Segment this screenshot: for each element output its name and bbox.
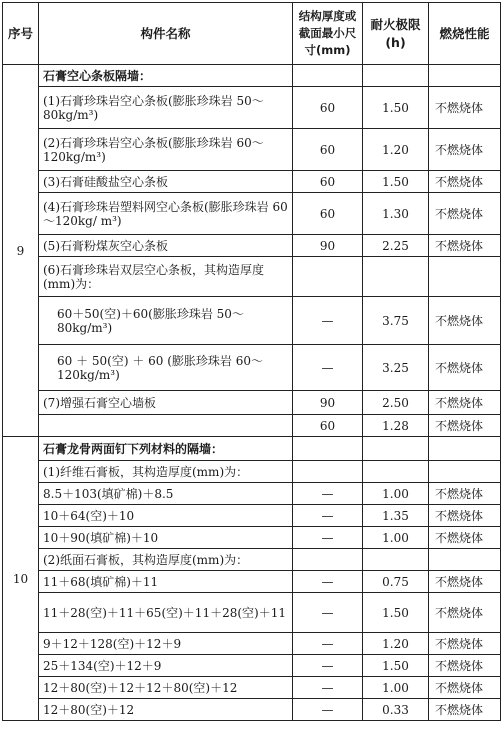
fire-limit-value: 2.25	[363, 235, 429, 257]
combustion-value: 不燃烧体	[429, 571, 501, 593]
combustion-value	[429, 257, 501, 297]
component-name: 9＋12＋128(空)＋12＋9	[39, 633, 293, 655]
thickness-value: —	[293, 677, 363, 699]
thickness-value: —	[293, 345, 363, 391]
header-fire-limit: 耐火极限(h)	[363, 3, 429, 65]
thickness-value: 60	[293, 171, 363, 193]
thickness-value	[293, 549, 363, 571]
combustion-value: 不燃烧体	[429, 527, 501, 549]
fire-limit-value: 1.50	[363, 171, 429, 193]
table-row	[3, 235, 501, 257]
group-9	[3, 65, 501, 437]
table-row	[3, 193, 501, 235]
thickness-value: —	[293, 699, 363, 721]
fire-limit-value	[363, 257, 429, 297]
table-row	[3, 87, 501, 129]
group-9-title: 石膏空心条板隔墙：	[39, 65, 293, 87]
table-row	[3, 345, 501, 391]
fire-limit-value	[363, 549, 429, 571]
table-row	[3, 571, 501, 593]
fire-limit-value: 1.30	[363, 193, 429, 235]
combustion-value: 不燃烧体	[429, 345, 501, 391]
fire-resistance-table	[2, 2, 501, 721]
table-row	[3, 171, 501, 193]
component-name: (7)增强石膏空心墙板	[39, 391, 293, 415]
table-row	[3, 461, 501, 483]
thickness-value: 60	[293, 193, 363, 235]
component-name: 11＋68(填矿棉)＋11	[39, 571, 293, 593]
fire-limit-value: 1.35	[363, 505, 429, 527]
combustion-value: 不燃烧体	[429, 87, 501, 129]
group-9-seq: 9	[3, 65, 39, 437]
fire-limit-value: 0.75	[363, 571, 429, 593]
thickness-value: —	[293, 593, 363, 633]
component-name: (2)石膏珍珠岩空心条板(膨胀珍珠岩 60～120kg/m³)	[39, 129, 293, 171]
combustion-value: 不燃烧体	[429, 699, 501, 721]
combustion-value: 不燃烧体	[429, 505, 501, 527]
component-name: 11＋28(空)＋11＋65(空)＋11＋28(空)＋11	[39, 593, 293, 633]
thickness-value: 60	[293, 87, 363, 129]
thickness-value: —	[293, 571, 363, 593]
fire-limit-value: 1.00	[363, 483, 429, 505]
table-row	[3, 549, 501, 571]
table-row	[3, 655, 501, 677]
component-name: 12＋80(空)＋12	[39, 699, 293, 721]
thickness-value: —	[293, 297, 363, 345]
component-name: (1)石膏珍珠岩空心条板(膨胀珍珠岩 50～80kg/m³)	[39, 87, 293, 129]
component-name: (6)石膏珍珠岩双层空心条板，其构造厚度(mm)为：	[39, 257, 293, 297]
thickness-value: —	[293, 505, 363, 527]
thickness-value	[293, 257, 363, 297]
component-name: (1)纤维石膏板，其构造厚度(mm)为：	[39, 461, 293, 483]
fire-limit-value: 1.28	[363, 415, 429, 437]
table-row	[3, 297, 501, 345]
component-name: (4)石膏珍珠岩塑料网空心条板(膨胀珍珠岩 60～120kg/ m³)	[39, 193, 293, 235]
component-name: 10＋90(填矿棉)＋10	[39, 527, 293, 549]
table-row	[3, 483, 501, 505]
thickness-value	[293, 461, 363, 483]
component-name: (3)石膏硅酸盐空心条板	[39, 171, 293, 193]
combustion-value: 不燃烧体	[429, 677, 501, 699]
component-name	[39, 415, 293, 437]
table-row	[3, 593, 501, 633]
group-10-seq: 10	[3, 437, 39, 721]
fire-limit-value: 1.00	[363, 677, 429, 699]
combustion-value: 不燃烧体	[429, 593, 501, 633]
component-name: 60＋50(空)＋60(膨胀珍珠岩 50～80kg/m³)	[39, 297, 293, 345]
table-row	[3, 527, 501, 549]
table-row	[3, 257, 501, 297]
combustion-value: 不燃烧体	[429, 235, 501, 257]
thickness-value: 90	[293, 391, 363, 415]
fire-limit-value: 1.50	[363, 593, 429, 633]
combustion-value: 不燃烧体	[429, 415, 501, 437]
thickness-value: 90	[293, 235, 363, 257]
header-combustion: 燃烧性能	[429, 3, 501, 65]
fire-limit-value: 1.20	[363, 129, 429, 171]
group-10-title: 石膏龙骨两面钉下列材料的隔墙：	[39, 437, 293, 461]
table-row	[3, 633, 501, 655]
component-name: (2)纸面石膏板，其构造厚度(mm)为：	[39, 549, 293, 571]
fire-limit-value	[363, 461, 429, 483]
combustion-value: 不燃烧体	[429, 633, 501, 655]
combustion-value: 不燃烧体	[429, 483, 501, 505]
combustion-value: 不燃烧体	[429, 391, 501, 415]
header-seq: 序号	[3, 3, 39, 65]
header-row	[3, 3, 501, 65]
component-name: 12＋80(空)＋12＋12＋80(空)＋12	[39, 677, 293, 699]
thickness-value: —	[293, 527, 363, 549]
fire-limit-value: 1.00	[363, 527, 429, 549]
component-name: 10＋64(空)＋10	[39, 505, 293, 527]
table-row	[3, 391, 501, 415]
component-name: 25＋134(空)＋12＋9	[39, 655, 293, 677]
fire-limit-value: 1.50	[363, 655, 429, 677]
table-row	[3, 129, 501, 171]
header-name: 构件名称	[39, 3, 293, 65]
combustion-value: 不燃烧体	[429, 193, 501, 235]
thickness-value: —	[293, 655, 363, 677]
combustion-value	[429, 461, 501, 483]
thickness-value: —	[293, 483, 363, 505]
table-row	[3, 677, 501, 699]
table-row	[3, 505, 501, 527]
thickness-value: 60	[293, 129, 363, 171]
fire-limit-value: 1.20	[363, 633, 429, 655]
component-name: 8.5＋103(填矿棉)＋8.5	[39, 483, 293, 505]
thickness-value: 60	[293, 415, 363, 437]
combustion-value: 不燃烧体	[429, 129, 501, 171]
fire-limit-value: 2.50	[363, 391, 429, 415]
table-row	[3, 699, 501, 721]
thickness-value: —	[293, 633, 363, 655]
combustion-value: 不燃烧体	[429, 297, 501, 345]
header-thickness: 结构厚度或截面最小尺寸(mm)	[293, 3, 363, 65]
fire-limit-value: 3.75	[363, 297, 429, 345]
combustion-value: 不燃烧体	[429, 655, 501, 677]
fire-limit-value: 3.25	[363, 345, 429, 391]
combustion-value: 不燃烧体	[429, 171, 501, 193]
fire-limit-value: 1.50	[363, 87, 429, 129]
component-name: 60 ＋ 50(空) ＋ 60 (膨胀珍珠岩 60～120kg/m³)	[39, 345, 293, 391]
table-row	[3, 415, 501, 437]
combustion-value	[429, 549, 501, 571]
component-name: (5)石膏粉煤灰空心条板	[39, 235, 293, 257]
fire-limit-value: 0.33	[363, 699, 429, 721]
group-10	[3, 437, 501, 721]
